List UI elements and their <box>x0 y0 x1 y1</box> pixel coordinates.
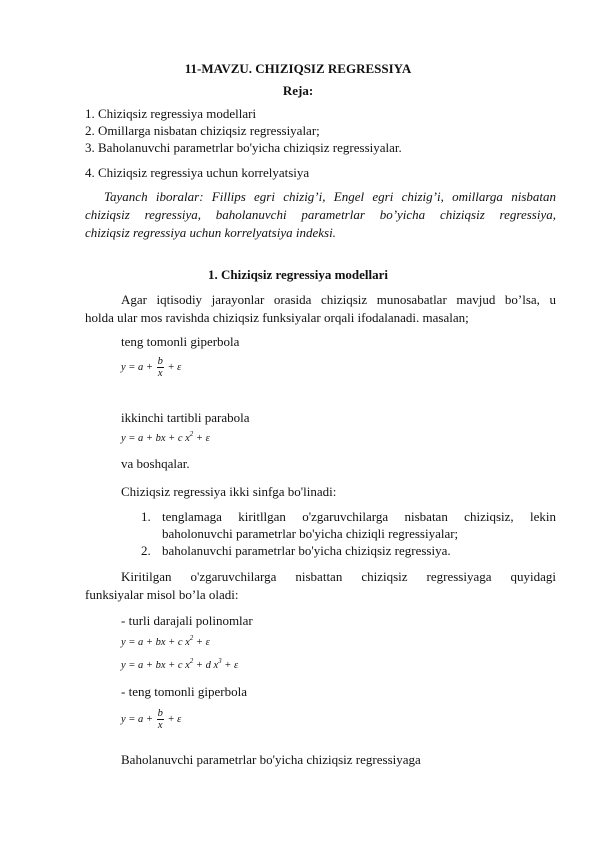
exponent: 2 <box>189 634 194 642</box>
exponent: 2 <box>189 430 194 438</box>
formula-text: + ε <box>164 361 182 373</box>
hyperbola-label: teng tomonli giperbola <box>121 334 240 349</box>
paragraph-2-line-1: Kiritilgan o'zgaruvchilarga nisbattan chiziqsiz regressiyaga quyidagi <box>121 569 556 584</box>
list-number-1: 1. <box>141 509 151 524</box>
plan-item-2: 2. Omillarga nisbatan chiziqsiz regressiyalar; <box>85 123 320 138</box>
hyperbola-label-2: - teng tomonli giperbola <box>121 684 248 699</box>
formula-text: y = a + <box>121 713 156 725</box>
last-line: Baholanuvchi parametrlar bo'yicha chiziqsiz regressiyaga <box>121 752 421 767</box>
formula-text: + ε <box>193 433 210 444</box>
polynomial-degree-2-formula <box>121 634 210 649</box>
class-1-line-2: baholonuvchi parametrlar bo'yicha chiziqli regressiyalar; <box>162 526 459 541</box>
fraction-numerator: b <box>157 708 163 719</box>
classes-intro: Chiziqsiz regressiya ikki sinfga bo'linadi: <box>121 484 337 499</box>
paragraph-1-line-1: Agar iqtisodiy jarayonlar orasida chiziqsiz munosabatlar mavjud bo’lsa, u <box>121 292 556 307</box>
fraction <box>157 356 164 379</box>
plan-heading: Reja: <box>282 83 314 98</box>
formula-text: + d x <box>193 660 219 671</box>
section-heading: 1. Chiziqsiz regressiya modellari <box>207 267 389 282</box>
fraction-denominator: x <box>157 720 163 731</box>
list-number-2: 2. <box>141 543 151 558</box>
fraction <box>157 708 164 731</box>
hyperbola-formula-2 <box>121 708 181 731</box>
polynomial-degree-3-formula <box>121 657 239 672</box>
formula-text: + ε <box>193 637 210 648</box>
keywords-line-2: chiziqsiz regressiya, baholanuvchi parametrlar bo’yicha chiziqsiz regressiya, <box>85 207 556 222</box>
class-1-line-1: tenglamaga kiritllgan o'zgaruvchilarga nisbatan chiziqsiz, lekin <box>162 509 556 524</box>
plan-item-1: 1. Chiziqsiz regressiya modellari <box>85 106 257 121</box>
fraction-denominator: x <box>157 368 163 379</box>
formula-text: + ε <box>164 713 182 725</box>
formula-text: y = a + bx + c x <box>121 433 190 444</box>
exponent: 3 <box>218 657 222 665</box>
formula-text: y = a + <box>121 361 156 373</box>
formula-text: + ε <box>221 660 239 671</box>
formula-text: y = a + bx + c x <box>121 660 190 671</box>
paragraph-2-line-2: funksiyalar misol bo’la oladi: <box>85 587 239 602</box>
formula-text: y = a + bx + c x <box>121 637 190 648</box>
plan-item-3: 3. Baholanuvchi parametrlar bo'yicha chiziqsiz regressiyalar. <box>85 140 402 155</box>
fraction-numerator: b <box>157 356 163 367</box>
class-2: baholanuvchi parametrlar bo'yicha chiziqsiz regressiya. <box>162 543 451 558</box>
parabola-formula <box>121 430 210 445</box>
hyperbola-formula <box>121 356 181 379</box>
parabola-label: ikkinchi tartibli parabola <box>121 410 250 425</box>
paragraph-1-line-2: holda ular mos ravishda chiziqsiz funksiyalar orqali ifodalanadi. masalan; <box>85 310 469 325</box>
exponent: 2 <box>189 657 194 665</box>
page-title: 11-MAVZU. CHIZIQSIZ REGRESSIYA <box>184 61 412 76</box>
polynomials-label: - turli darajali polinomlar <box>121 613 253 628</box>
etc-text: va boshqalar. <box>121 456 190 471</box>
keywords-line-1: Tayanch iboralar: Fillips egri chizig’i, Engel egri chizig’i, omillarga nisbatan <box>104 189 556 204</box>
keywords-line-3: chiziqsiz regressiya uchun korrelyatsiya indeksi. <box>85 225 336 240</box>
plan-item-4: 4. Chiziqsiz regressiya uchun korrelyatsiya <box>85 165 310 180</box>
